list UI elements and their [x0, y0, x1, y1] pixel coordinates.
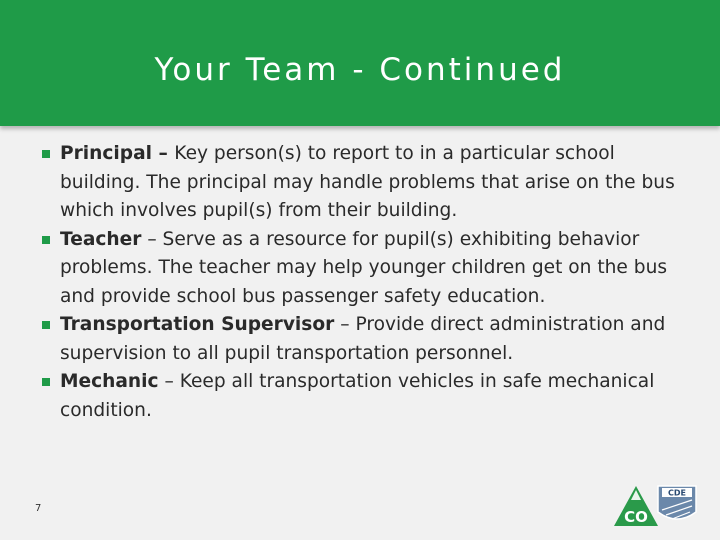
slide-title: Your Team - Continued [154, 52, 566, 88]
bullet-term: Mechanic [60, 371, 159, 392]
square-bullet-icon [42, 321, 50, 329]
bullet-separator: – [334, 314, 356, 335]
page-number: 7 [35, 503, 42, 514]
logo-cde-text: CDE [668, 488, 686, 498]
bullet-item-transportation-supervisor [42, 311, 692, 368]
bullet-text: Key person(s) to report to in a particular school building. The principal may handle problems that arise on the bus which involves pupil(s) from their building. [60, 143, 675, 221]
bullet-separator: – [152, 143, 175, 164]
bullet-term: Transportation Supervisor [60, 314, 335, 335]
bullet-text: Provide direct administration and supervision to all pupil transportation personnel. [60, 314, 666, 364]
bullet-list [42, 140, 692, 425]
bullet-separator: – [158, 371, 180, 392]
bullet-separator: – [141, 228, 163, 250]
square-bullet-icon [42, 378, 50, 386]
bullet-item-principal [42, 140, 692, 226]
logo-co-text: CO [624, 508, 648, 526]
square-bullet-icon [42, 150, 50, 158]
bullet-text: Serve as a resource for pupil(s) exhibiting behavior problems. The teacher may help younger children get on the bus and provide school bus passenger safety education. [60, 228, 668, 307]
bullet-item-mechanic [42, 368, 692, 425]
bullet-item-teacher [42, 226, 692, 312]
bullet-text: Keep all transportation vehicles in safe mechanical condition. [60, 371, 655, 421]
cde-colorado-logo [612, 482, 698, 528]
square-bullet-icon [42, 236, 50, 244]
bullet-term: Principal [60, 143, 153, 164]
title-banner [0, 0, 720, 126]
bullet-term: Teacher [60, 228, 142, 250]
